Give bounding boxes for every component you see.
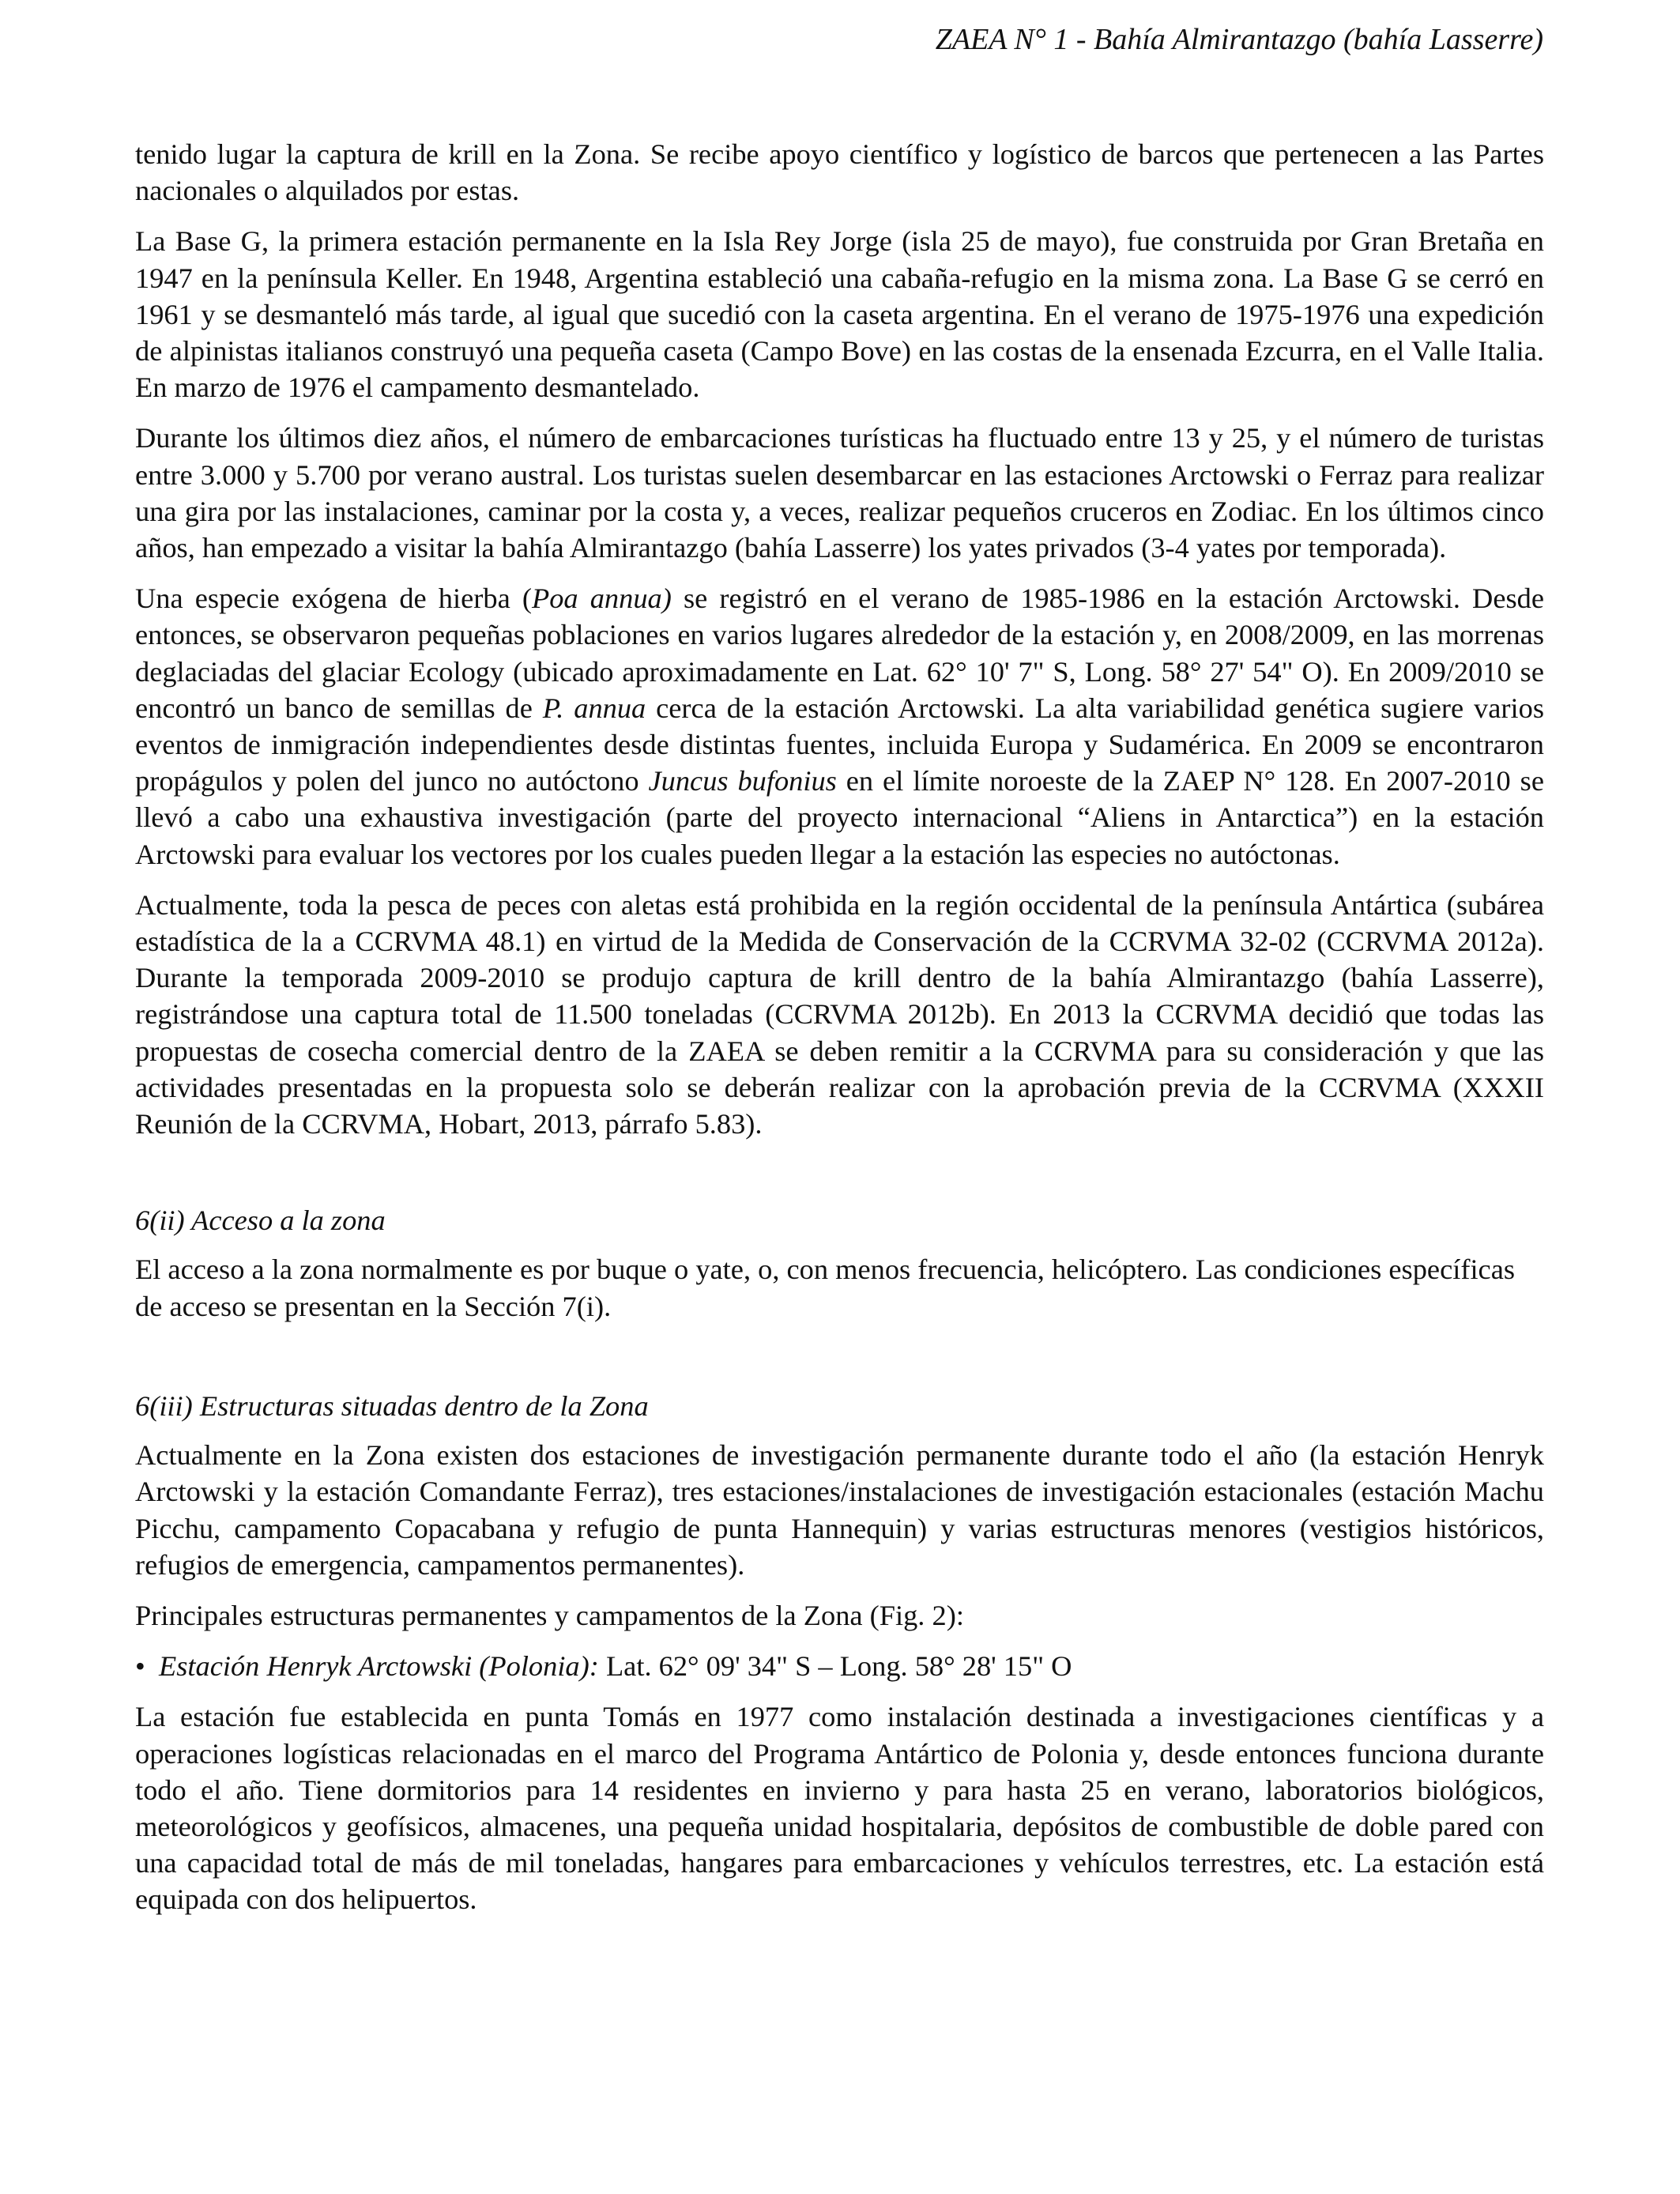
paragraph-structures-list-intro: Principales estructuras permanentes y campamentos de la Zona (Fig. 2): bbox=[135, 1599, 964, 1631]
paragraph-access: El acceso a la zona normalmente es por buque o yate, o, con menos frecuencia, helicóptero. Las condiciones específicas de acceso se presentan en la Sección 7(i). bbox=[135, 1253, 1516, 1322]
text-segment: en el límite noroeste de la ZAEP N° 128. En 2007-2010 se llevó a cabo una exhaustiva investigación (parte del proyecto internacional “Aliens in Antarctica”) en la estación Arctowski para evaluar los vectores por los cuales pueden llegar a la estación las especies no autóctonas. bbox=[135, 765, 1544, 870]
bullet-icon: • bbox=[135, 1650, 145, 1683]
paragraph-krill-support: tenido lugar la captura de krill en la Zona. Se recibe apoyo científico y logístico de barcos que pertenecen a las Partes nacionales o alquilados por estas. bbox=[135, 138, 1544, 207]
section-spacer bbox=[135, 1339, 1544, 1388]
section-heading-access: 6(ii) Acceso a la zona bbox=[135, 1204, 386, 1237]
text-segment: cerca de la estación Arctowski. La alta variabilidad genética sugiere varios eventos de inmigración independientes desde distintas fuentes, incluida Europa y Sudamérica. En 2009 se encontraron propágulos y polen del junco no autóctono bbox=[135, 692, 1544, 797]
text-segment: se registró en el verano de 1985-1986 en la estación Arctowski. Desde entonces, se observaron pequeñas poblaciones en varios lugares alrededor de la estación y, en 2008/2009, en las morrenas deglaciadas del glaciar Ecology (ubicado aproximadamente en Lat. 62° 10' 7" S, Long. 58° 27' 54" O). En 2009/2010 se encontró un banco de semillas de bbox=[135, 582, 1544, 724]
species-name: Juncus bufonius bbox=[648, 765, 837, 797]
text-segment: Una especie exógena de hierba ( bbox=[135, 582, 532, 615]
paragraph-fishing-regulation: Actualmente, toda la pesca de peces con aletas está prohibida en la región occidental de la península Antártica (subárea estadística de la a CCRVMA 48.1) en virtud de la Medida de Conservación de la CCRVMA 32-02 (CCRVMA 2012a). Durante la temporada 2009-2010 se produjo captura de krill dentro de la bahía Almirantazgo (bahía Lasserre), registrándose una captura total de 11.500 toneladas (CCRVMA 2012b). En 2013 la CCRVMA decidió que todas las propuestas de cosecha comercial dentro de la ZAEA se deben remitir a la CCRVMA para su consideración y que las actividades presentadas en la propuesta solo se deberán realizar con la aprobación previa de la CCRVMA (XXXII Reunión de la CCRVMA, Hobart, 2013, párrafo 5.83). bbox=[135, 888, 1544, 1140]
station-coordinates: Lat. 62° 09' 34" S – Long. 58° 28' 15" O bbox=[598, 1650, 1072, 1683]
document-body bbox=[135, 136, 1544, 1932]
species-name: Poa annua) bbox=[531, 582, 672, 615]
paragraph-exogenous-species bbox=[135, 580, 1544, 873]
section-spacer bbox=[135, 1156, 1544, 1202]
running-header: ZAEA N° 1 - Bahía Almirantazgo (bahía Lasserre) bbox=[935, 23, 1543, 56]
paragraph-structures-overview: Actualmente en la Zona existen dos estaciones de investigación permanente durante todo el año (la estación Henryk Arctowski y la estación Comandante Ferraz), tres estaciones/instalaciones de investigación estacionales (estación Machu Picchu, campamento Copacabana y refugio de punta Hannequin) y varias estructuras menores (vestigios históricos, refugios de emergencia, campamentos permanentes). bbox=[135, 1439, 1544, 1581]
station-name: Estación Henryk Arctowski (Polonia): bbox=[159, 1650, 599, 1683]
species-name: P. annua bbox=[542, 692, 646, 724]
list-item-arctowski bbox=[135, 1648, 1544, 1684]
paragraph-arctowski-description: La estación fue establecida en punta Tomás en 1977 como instalación destinada a investigaciones científicas y a operaciones logísticas relacionadas en el marco del Programa Antártico de Polonia y, desde entonces funciona durante todo el año. Tiene dormitorios para 14 residentes en invierno y para hasta 25 en verano, laboratorios biológicos, meteorológicos y geofísicos, almacenes, una pequeña unidad hospitalaria, depósitos de combustible de doble pared con una capacidad total de más de mil toneladas, hangares para embarcaciones y vehículos terrestres, etc. La estación está equipada con dos helipuertos. bbox=[135, 1701, 1544, 1916]
paragraph-base-g-history: La Base G, la primera estación permanente en la Isla Rey Jorge (isla 25 de mayo), fue construida por Gran Bretaña en 1947 en la península Keller. En 1948, Argentina estableció una cabaña-refugio en la misma zona. La Base G se cerró en 1961 y se desmanteló más tarde, al igual que sucedió con la caseta argentina. En el verano de 1975-1976 una expedición de alpinistas italianos construyó una pequeña caseta (Campo Bove) en las costas de la ensenada Ezcurra, en el Valle Italia. En marzo de 1976 el campamento desmantelado. bbox=[135, 225, 1544, 404]
section-heading-structures: 6(iii) Estructuras situadas dentro de la Zona bbox=[135, 1389, 649, 1422]
paragraph-tourism: Durante los últimos diez años, el número de embarcaciones turísticas ha fluctuado entre 13 y 25, y el número de turistas entre 3.000 y 5.700 por verano austral. Los turistas suelen desembarcar en las estaciones Arctowski o Ferraz para realizar una gira por las instalaciones, caminar por la costa y, a veces, realizar pequeños cruceros en Zodiac. En los últimos cinco años, han empezado a visitar la bahía Almirantazgo (bahía Lasserre) los yates privados (3-4 yates por temporada). bbox=[135, 422, 1544, 564]
